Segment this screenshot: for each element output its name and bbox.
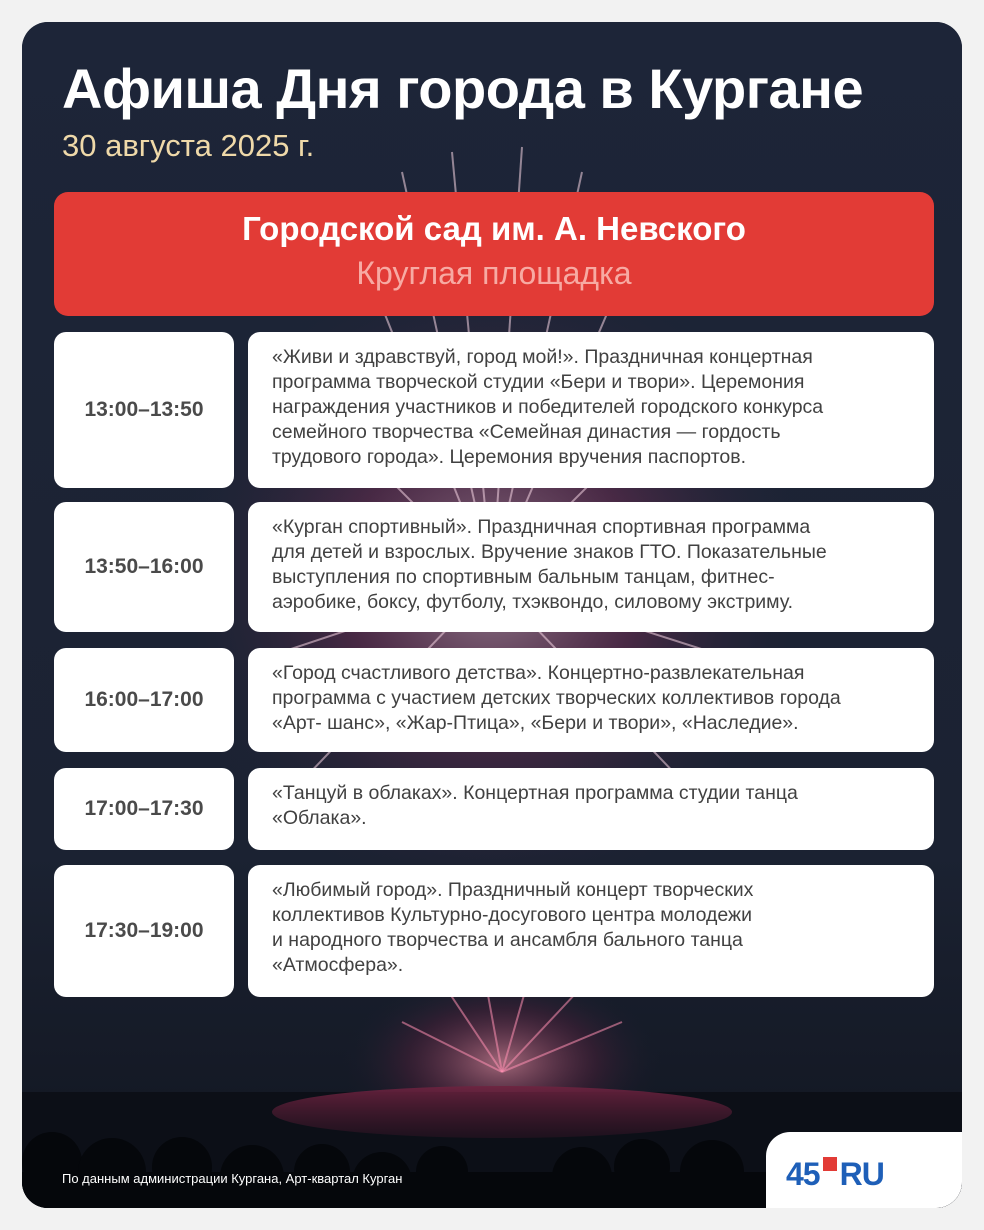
logo-panel [766,1132,962,1208]
time-label: 17:30–19:00 [84,919,204,942]
logo-ru: RU [839,1156,884,1192]
schedule-time [54,332,234,488]
schedule-description [248,768,934,850]
time-label: 17:00–17:30 [84,797,204,820]
event-date: 30 августа 2025 г. [62,128,315,163]
time-label: 13:50–16:00 [84,555,204,578]
description-text: «Живи и здравствуй, город мой!». Праздничная концертная программа творческой студии «Бери и твори». Церемония награждения участников и победителей городского конкурса семейного творчества «Семейная династия — гордость трудового города». Церемония вручения паспортов. [272,346,824,468]
schedule-time [54,648,234,752]
schedule-description [248,648,934,752]
schedule-time [54,768,234,850]
description-text: «Город счастливого детства». Концертно-развлекательная программа с участием детских творческих коллективов города «Арт- шанс», «Жар-Птица», «Бери и твори», «Наследие». [272,662,841,734]
schedule-description [248,502,934,632]
description-text: «Курган спортивный». Праздничная спортивная программа для детей и взрослых. Вручение знаков ГТО. Показательные выступления по спортивным бальным танцам, фитнес- аэробике, боксу, футболу, тхэквондо, силовому экстриму. [272,516,827,613]
venue-area: Круглая площадка [356,255,632,291]
time-label: 16:00–17:00 [84,688,204,711]
source-caption: По данным администрации Кургана, Арт-квартал Курган [62,1171,403,1186]
schedule-time [54,502,234,632]
venue-name: Городской сад им. А. Невского [242,210,746,247]
logo-number: 45 [786,1156,820,1192]
schedule-description [248,332,934,488]
schedule-time [54,865,234,997]
poster-card [22,22,962,1208]
page-title: Афиша Дня города в Кургане [62,57,864,120]
logo-square-icon [823,1157,837,1171]
description-text: «Любимый город». Праздничный концерт творческих коллективов Культурно-досугового центра молодежи и народного творчества и ансамбля бального танца «Атмосфера». [272,879,754,976]
schedule-description [248,865,934,997]
description-text: «Танцуй в облаках». Концертная программа студии танца «Облака». [272,782,798,829]
time-label: 13:00–13:50 [84,398,204,421]
venue-banner [54,192,934,316]
45ru-logo-icon[interactable] [786,1156,884,1193]
